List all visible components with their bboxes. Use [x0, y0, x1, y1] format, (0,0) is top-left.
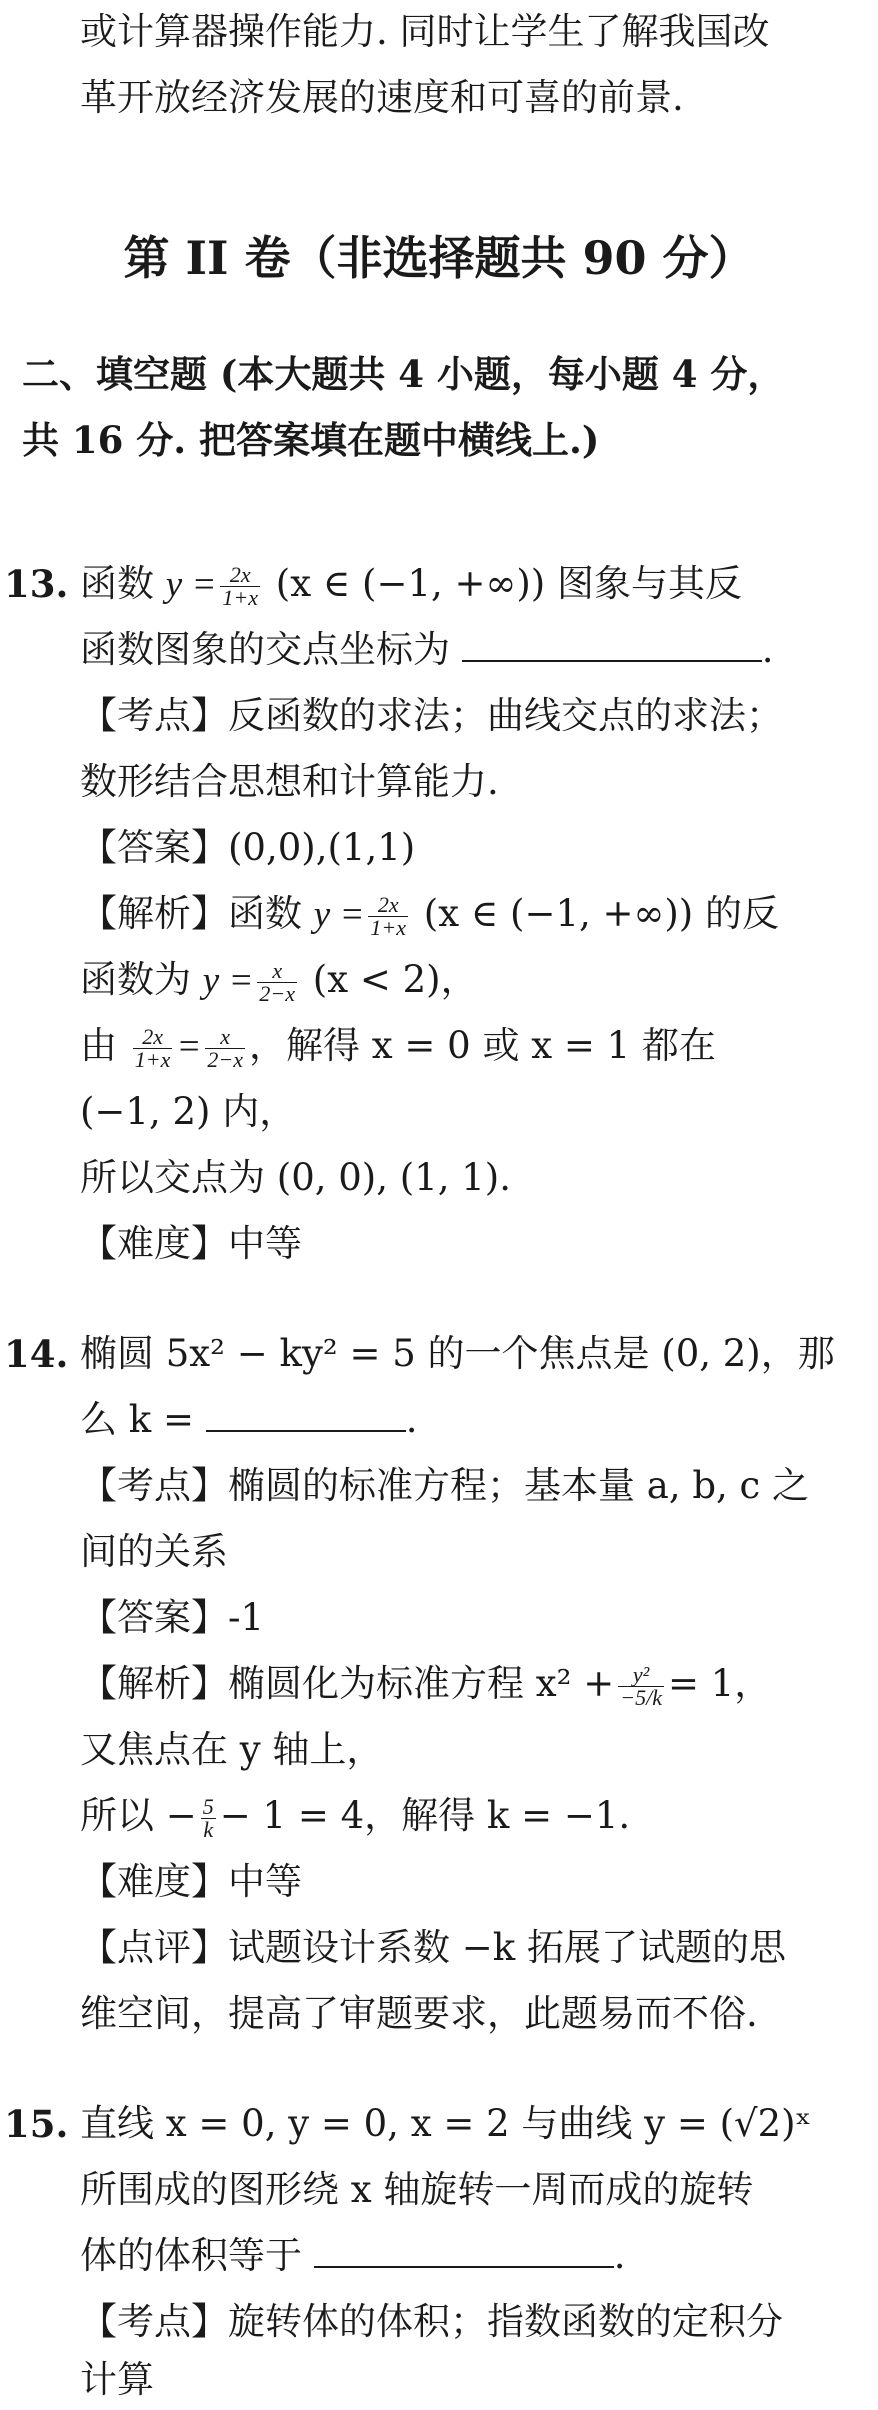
q14-kaodian-line-2: 间的关系 — [80, 1530, 228, 1573]
q13-jx3-denominator-2: 2−x — [207, 1047, 243, 1072]
q14-jx3-fraction — [201, 1796, 216, 1841]
answer-blank-15[interactable] — [314, 2236, 614, 2268]
q13-period: . — [761, 628, 774, 671]
q14-comment-text: 试题设计系数 −k 拓展了试题的思 — [228, 1926, 786, 1969]
q13-answer-line — [80, 824, 415, 872]
q13-jx3-text: 由 — [80, 1024, 117, 1067]
answer-blank-13[interactable] — [462, 630, 762, 662]
question-15-number: 15. — [4, 2102, 69, 2146]
q14-kaodian-tag: 【考点】 — [80, 1464, 228, 1507]
q13-jiexi-line-1 — [80, 890, 779, 939]
q14-comment-tag: 【点评】 — [80, 1926, 228, 1969]
q13-jx3-fraction-1 — [133, 1026, 173, 1071]
q13-jiexi-line-5: 所以交点为 (0, 0), (1, 1). — [80, 1156, 511, 1199]
q14-jx1-denominator: −5/k — [620, 1685, 662, 1710]
q14-jiexi-tag: 【解析】 — [80, 1662, 228, 1705]
question-13-number: 13. — [4, 562, 69, 606]
q14-jx1-tail: = 1， — [667, 1662, 772, 1705]
question-14-number: 14. — [4, 1332, 69, 1376]
q13-jx3-fraction-2 — [205, 1026, 245, 1071]
q13-jiexi-line-4: (−1, 2) 内， — [80, 1090, 297, 1133]
q13-fraction-numerator: 2x — [220, 564, 260, 587]
q13-jx1-fraction — [368, 894, 408, 939]
q13-jx1-tail: (x ∈ (−1, +∞)) 的反 — [423, 892, 779, 935]
q14-jiexi-line-1 — [80, 1660, 771, 1709]
section-title: 第 II 卷（非选择题共 90 分） — [123, 231, 755, 285]
q13-jx3-equals: = — [176, 1026, 202, 1067]
q13-domain-text: (x ∈ (−1, +∞)) 图象与其反 — [275, 562, 742, 605]
q14-jx3-numerator: 5 — [202, 1794, 214, 1819]
q15-text-3: 体的体积等于 — [80, 2234, 302, 2277]
q15-kaodian-line — [80, 2298, 783, 2346]
q13-answer-text: (0,0),(1,1) — [228, 826, 416, 869]
q13-jx2-tail: (x < 2)， — [312, 958, 478, 1001]
q14-jiexi-line-3 — [80, 1792, 630, 1841]
q13-jx2-text: 函数为 — [80, 958, 191, 1001]
q13-jx2-numerator: x — [257, 960, 297, 983]
q13-fraction-denominator: 1+x — [222, 585, 259, 610]
q13-jx1-numerator: 2x — [368, 894, 408, 917]
q13-jiexi-tag: 【解析】 — [80, 892, 228, 935]
q15-kaodian-text: 旋转体的体积；指数函数的定积分 — [228, 2300, 783, 2343]
q14-difficulty-tag: 【难度】 — [80, 1860, 228, 1903]
question-14-stem-line-2 — [80, 1396, 417, 1444]
question-13-stem-line-1 — [80, 560, 742, 609]
intro-line-1: 或计算器操作能力. 同时让学生了解我国改 — [80, 10, 770, 53]
section-instructions-line-2: 共 16 分. 把答案填在题中横线上.) — [22, 418, 600, 462]
section-instructions-line-1: 二、填空题 (本大题共 4 小题，每小题 4 分， — [22, 352, 785, 396]
q14-jx1-fraction — [618, 1664, 664, 1709]
q14-answer-line — [80, 1594, 264, 1642]
q13-jx2-denominator: 2−x — [259, 981, 296, 1006]
q14-text-2: 么 k = — [80, 1398, 194, 1441]
question-15-stem-line-1: 直线 x = 0, y = 0, x = 2 与曲线 y = (√2)ˣ — [80, 2102, 812, 2145]
q14-jx3-tail: − 1 = 4，解得 k = −1. — [219, 1794, 631, 1837]
q14-comment-line-2: 维空间，提高了审题要求，此题易而不俗. — [80, 1992, 758, 2035]
q13-jx1-math: y = — [313, 894, 365, 935]
q13-text-2: 函数图象的交点坐标为 — [80, 628, 450, 671]
q13-jx2-math: y = — [202, 960, 254, 1001]
question-15-stem-line-3 — [80, 2232, 626, 2280]
q14-jiexi-line-2: 又焦点在 y 轴上， — [80, 1728, 384, 1771]
q14-comment-line — [80, 1924, 786, 1972]
q14-difficulty-line — [80, 1858, 302, 1906]
q14-difficulty-text: 中等 — [228, 1860, 302, 1903]
q13-difficulty-tag: 【难度】 — [80, 1222, 228, 1265]
q13-math: y = — [165, 564, 217, 605]
q13-answer-tag: 【答案】 — [80, 826, 228, 869]
q15-kaodian-tag: 【考点】 — [80, 2300, 228, 2343]
q13-jx3-denominator-1: 1+x — [134, 1047, 171, 1072]
q13-difficulty-text: 中等 — [228, 1222, 302, 1265]
q14-jx3-denominator: k — [203, 1817, 214, 1842]
q13-fraction — [220, 564, 260, 609]
q13-kaodian-tag: 【考点】 — [80, 694, 228, 737]
question-15-stem-line-2: 所围成的图形绕 x 轴旋转一周而成的旋转 — [80, 2168, 754, 2211]
q13-jx1-text: 函数 — [228, 892, 302, 935]
q13-jx2-fraction — [257, 960, 297, 1005]
q13-text: 函数 — [80, 562, 154, 605]
q14-answer-tag: 【答案】 — [80, 1596, 228, 1639]
q13-jx1-denominator: 1+x — [370, 915, 407, 940]
q13-jiexi-line-3 — [80, 1022, 716, 1071]
q13-kaodian-line — [80, 692, 783, 740]
question-13-stem-line-2 — [80, 626, 774, 674]
q14-answer-text: -1 — [228, 1596, 265, 1639]
q13-difficulty-line — [80, 1220, 302, 1268]
q14-period: . — [405, 1398, 418, 1441]
q13-jiexi-line-2 — [80, 956, 478, 1005]
answer-blank-14[interactable] — [206, 1400, 406, 1432]
q14-kaodian-text: 椭圆的标准方程；基本量 a, b, c 之 — [228, 1464, 810, 1507]
q13-kaodian-text: 反函数的求法；曲线交点的求法； — [228, 694, 783, 737]
q14-jx1-text: 椭圆化为标准方程 x² + — [228, 1662, 615, 1705]
q13-jx3-tail: ，解得 x = 0 或 x = 1 都在 — [248, 1024, 716, 1067]
q14-jx1-numerator: y² — [618, 1664, 664, 1687]
question-14-stem-line-1: 椭圆 5x² − ky² = 5 的一个焦点是 (0, 2)，那 — [80, 1332, 835, 1375]
q13-jx3-numerator-2: x — [205, 1026, 245, 1049]
q13-jx3-numerator-1: 2x — [133, 1026, 173, 1049]
q15-period: . — [613, 2234, 626, 2277]
q14-kaodian-line — [80, 1462, 809, 1510]
intro-line-2: 革开放经济发展的速度和可喜的前景. — [80, 76, 684, 119]
q13-kaodian-line-2: 数形结合思想和计算能力. — [80, 760, 499, 803]
q14-jx3-text: 所以 − — [80, 1794, 197, 1837]
q15-kaodian-line-2: 计算 — [80, 2358, 154, 2401]
